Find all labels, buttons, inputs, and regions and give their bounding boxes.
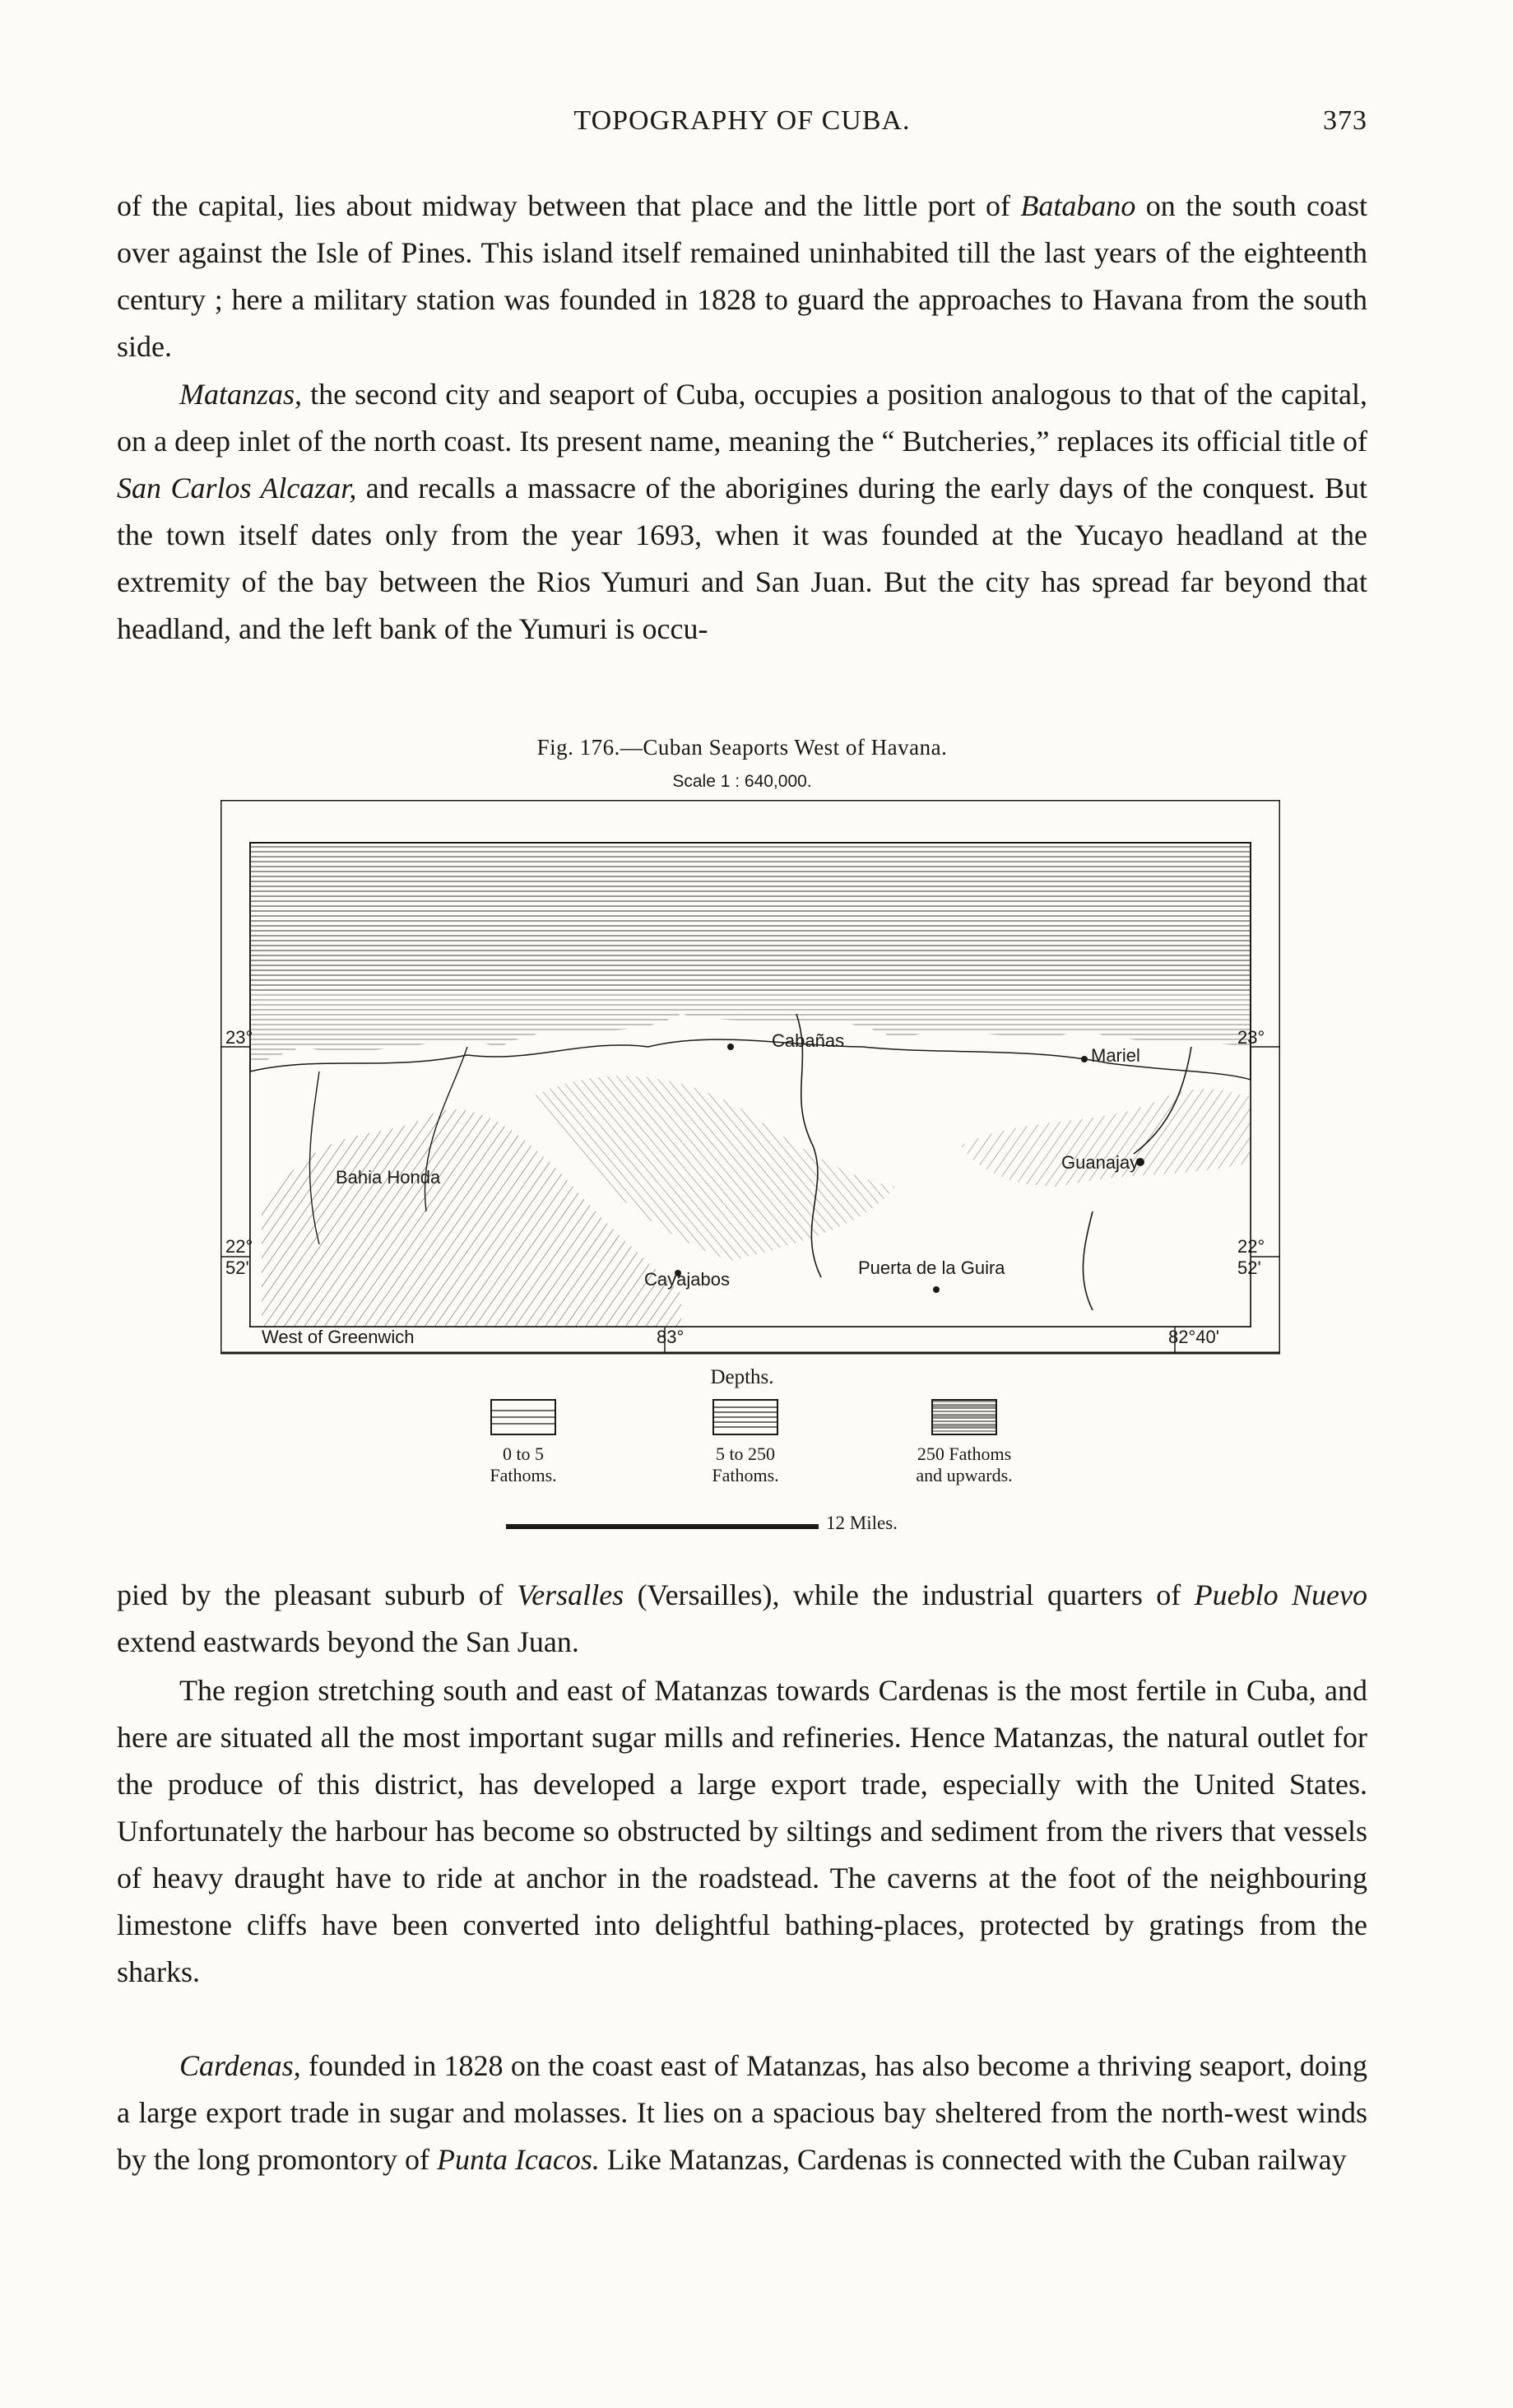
legend-label-line1: 0 to 5: [502, 1443, 545, 1464]
lat-label-23-right: 23°: [1237, 1027, 1265, 1048]
lat-label-23-left: 23°: [225, 1027, 253, 1048]
map-drawing: [220, 800, 1280, 1355]
place-label-cabanas: Cabañas: [772, 1030, 845, 1051]
page-number: 373: [1323, 105, 1367, 136]
paragraph-cardenas: Cardenas, founded in 1828 on the coast east of Matanzas, has also become a thriving seaport, doing a large export trade in sugar and molasses. It lies on a spacious bay sheltered from the north-west winds by the long promontory of Punta Icacos. Like Matanzas, Cardenas is connected with the Cuban railway: [117, 2049, 1367, 2176]
lat-label-22-left: 22°: [225, 1236, 253, 1257]
legend-swatch-deep: [931, 1399, 997, 1435]
legend-label-line2: Fathoms.: [712, 1465, 779, 1485]
lon-label-83: 83°: [657, 1327, 685, 1347]
legend-label-line1: 5 to 250: [715, 1443, 776, 1464]
west-of-greenwich-label: West of Greenwich: [262, 1327, 415, 1347]
place-label-mariel: Mariel: [1091, 1045, 1140, 1066]
legend-label-line2: and upwards.: [916, 1465, 1013, 1485]
legend-swatch-shallow: [490, 1399, 556, 1435]
lon-label-8240: 82°40': [1168, 1327, 1219, 1347]
depths-legend-title: Depths.: [710, 1366, 774, 1388]
legend-item-shallow: [416, 1399, 630, 1486]
place-label-guanajay: Guanajay: [1061, 1152, 1139, 1173]
place-label-bahia-honda: Bahia Honda: [336, 1167, 441, 1188]
place-label-puerta-de-la-guira: Puerta de la Guira: [858, 1257, 1005, 1278]
figure-caption: Fig. 176.—Cuban Seaports West of Havana.: [536, 735, 948, 760]
legend-swatch-medium: [712, 1399, 778, 1435]
paragraph-versalles: pied by the pleasant suburb of Versalles (Versailles), while the industrial quarters of Pueblo Nuevo extend eastwards beyond the San Juan.: [117, 1578, 1367, 1658]
legend-item-medium: [638, 1399, 852, 1486]
legend-label-line1: 250 Fathoms: [917, 1443, 1012, 1464]
paragraph-batabano: of the capital, lies about midway between that place and the little port of Batabano on the south coast over against the Isle of Pines. This island itself remained uninhabited till the last years of the eighteenth century ; here a military station was founded in 1828 to guard the approaches to Havana from the south side.: [117, 189, 1367, 363]
running-header: [117, 105, 1367, 146]
scale-bar-label: 12 Miles.: [826, 1513, 898, 1533]
legend-label-line2: Fathoms.: [490, 1465, 557, 1485]
paragraph-fertile-region: The region stretching south and east of Matanzas towards Cardenas is the most fertile in Cuba, and here are situated all the most important sugar mills and refineries. Hence Matanzas, the natural outlet for the produce of this district, has developed a large export trade, especially with the United States. Unfortunately the harbour has become so obstructed by siltings and sediment from the rivers that vessels of heavy draught have to ride at anchor in the roadstead. The caverns at the foot of the neighbouring limestone cliffs have been converted into delightful bathing-places, protected by gratings from the sharks.: [117, 1674, 1367, 1988]
place-label-cayajabos: Cayajabos: [644, 1269, 730, 1290]
lat-label-52-left: 52': [225, 1257, 249, 1278]
lat-label-52-right: 52': [1237, 1257, 1261, 1278]
paragraph-matanzas: Matanzas, the second city and seaport of Cuba, occupies a position analogous to that of the capital, on a deep inlet of the north coast. Its present name, meaning the “ Butcheries,” replaces its official title of San Carlos Alcazar, and recalls a massacre of the aborigines during the early days of the conquest. But the town itself dates only from the year 1693, when it was founded at the Yucayo headland at the extremity of the bay between the Rios Yumuri and San Juan. But the city has spread far beyond that headland, and the left bank of the Yumuri is occu-: [117, 378, 1367, 645]
running-title: TOPOGRAPHY OF CUBA.: [573, 105, 911, 136]
seaports-map: [220, 800, 1280, 1355]
figure-scale: Scale 1 : 640,000.: [672, 772, 812, 791]
lat-label-22-right: 22°: [1237, 1236, 1265, 1257]
legend-item-deep: [857, 1399, 1071, 1486]
